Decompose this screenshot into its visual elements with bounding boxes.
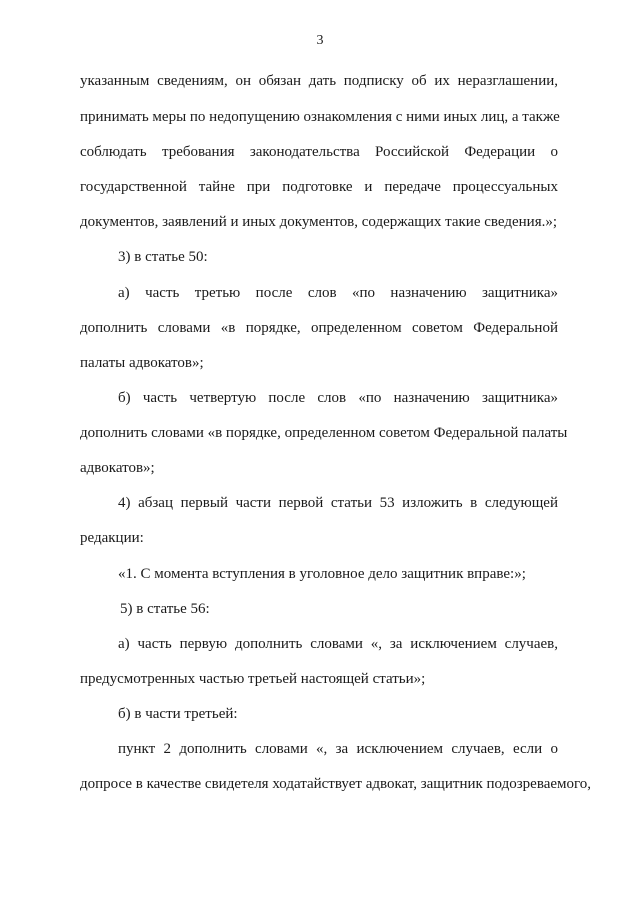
page-number: 3 <box>316 33 324 48</box>
text-line: 4) абзац первый части первой статьи 53 изложить в следующей <box>118 495 558 511</box>
text-line: указанным сведениям, он обязан дать подписку об их неразглашении, <box>80 73 558 89</box>
text-line: соблюдать требования законодательства Российской Федерации о <box>80 144 558 160</box>
text-line: палаты адвокатов»; <box>80 355 204 371</box>
text-line: дополнить словами «в порядке, определенном советом Федеральной палаты <box>80 425 568 441</box>
text-line: «1. С момента вступления в уголовное дело защитник вправе:»; <box>118 566 526 582</box>
text-line: допросе в качестве свидетеля ходатайствует адвокат, защитник подозреваемого, <box>80 776 592 792</box>
text-line: б) в части третьей: <box>118 706 238 722</box>
text-line: государственной тайне при подготовке и передаче процессуальных <box>80 179 558 195</box>
text-line: документов, заявлений и иных документов, содержащих такие сведения.»; <box>80 214 558 230</box>
text-line: дополнить словами «в порядке, определенном советом Федеральной <box>80 320 558 336</box>
text-line: б) часть четвертую после слов «по назначению защитника» <box>118 390 558 406</box>
text-line: а) часть первую дополнить словами «, за исключением случаев, <box>118 636 558 652</box>
text-line: а) часть третью после слов «по назначению защитника» <box>118 285 558 301</box>
text-line: пункт 2 дополнить словами «, за исключением случаев, если о <box>118 741 558 757</box>
text-line: адвокатов»; <box>80 460 155 476</box>
text-line: 3) в статье 50: <box>118 249 208 265</box>
text-line: принимать меры по недопущению ознакомления с ними иных лиц, а также <box>80 109 560 125</box>
text-line: предусмотренных частью третьей настоящей статьи»; <box>80 671 426 687</box>
text-line: 5) в статье 56: <box>120 601 210 617</box>
text-line: редакции: <box>80 530 144 546</box>
